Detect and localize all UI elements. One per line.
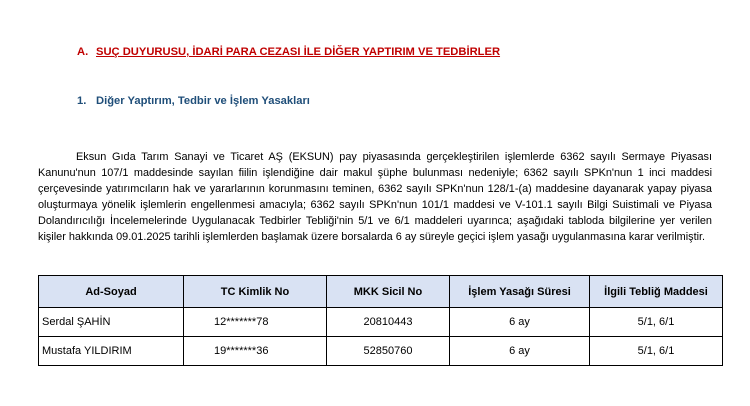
table-row: [39, 337, 723, 366]
cell-name: Mustafa YILDIRIM: [39, 337, 184, 366]
cell-tc-number: 12*******78: [184, 308, 327, 337]
subsection-heading: [77, 95, 310, 107]
section-number: A.: [77, 46, 89, 58]
cell-name: Serdal ŞAHİN: [39, 308, 184, 337]
table-header-row: [39, 276, 723, 308]
header-ban-duration: İşlem Yasağı Süresi: [450, 276, 590, 308]
subsection-title: Diğer Yaptırım, Tedbir ve İşlem Yasakları: [96, 95, 310, 107]
cell-mkk-number: 52850760: [327, 337, 450, 366]
header-tc-number: TC Kimlik No: [184, 276, 327, 308]
cell-article: 5/1, 6/1: [590, 337, 723, 366]
cell-ban-duration: 6 ay: [450, 337, 590, 366]
cell-tc-number: 19*******36: [184, 337, 327, 366]
section-title: SUÇ DUYURUSU, İDARİ PARA CEZASI İLE DİĞER YAPTIRIM VE TEDBİRLER: [96, 46, 501, 58]
subsection-number: 1.: [77, 95, 87, 107]
header-article: İlgili Tebliğ Maddesi: [590, 276, 723, 308]
cell-article: 5/1, 6/1: [590, 308, 723, 337]
sanctions-table: [38, 275, 723, 366]
header-name: Ad-Soyad: [39, 276, 184, 308]
cell-ban-duration: 6 ay: [450, 308, 590, 337]
cell-mkk-number: 20810443: [327, 308, 450, 337]
section-heading: [77, 46, 500, 58]
decision-paragraph: Eksun Gıda Tarım Sanayi ve Ticaret AŞ (EKSUN) pay piyasasında gerçekleştirilen işlemlerde 6362 sayılı Sermaye Piyasası Kanunu'nun 107/1 maddesinde sayılan fiilin işlendiğine dair makul şüphe bulunması nedeniyle; 6362 sayılı SPKn'nun 1 inci maddesi çerçevesinde yatırımcıların hak ve yararlarının korunmasını teminen, 6362 sayılı SPKn'nun 128/1-(a) maddesine dayanarak yapay piyasa oluşturmaya yönelik işlemlerin engellenmesi amacıyla; 6362 sayılı SPKn'nun 101/1 maddesi ve V-101.1 sayılı Bilgi Suistimali ve Piyasa Dolandırıcılığı İncelemelerinde Uygulanacak Tedbirler Tebliği'nin 5/1 ve 6/1 maddeleri uyarınca; aşağıdaki tabloda bilgilerine yer verilen kişiler hakkında 09.01.2025 tarihli işlemlerden başlamak üzere borsalarda 6 ay süreyle geçici işlem yasağı uygulanmasına karar verilmiştir.: [38, 151, 712, 243]
table-row: [39, 308, 723, 337]
header-mkk-number: MKK Sicil No: [327, 276, 450, 308]
